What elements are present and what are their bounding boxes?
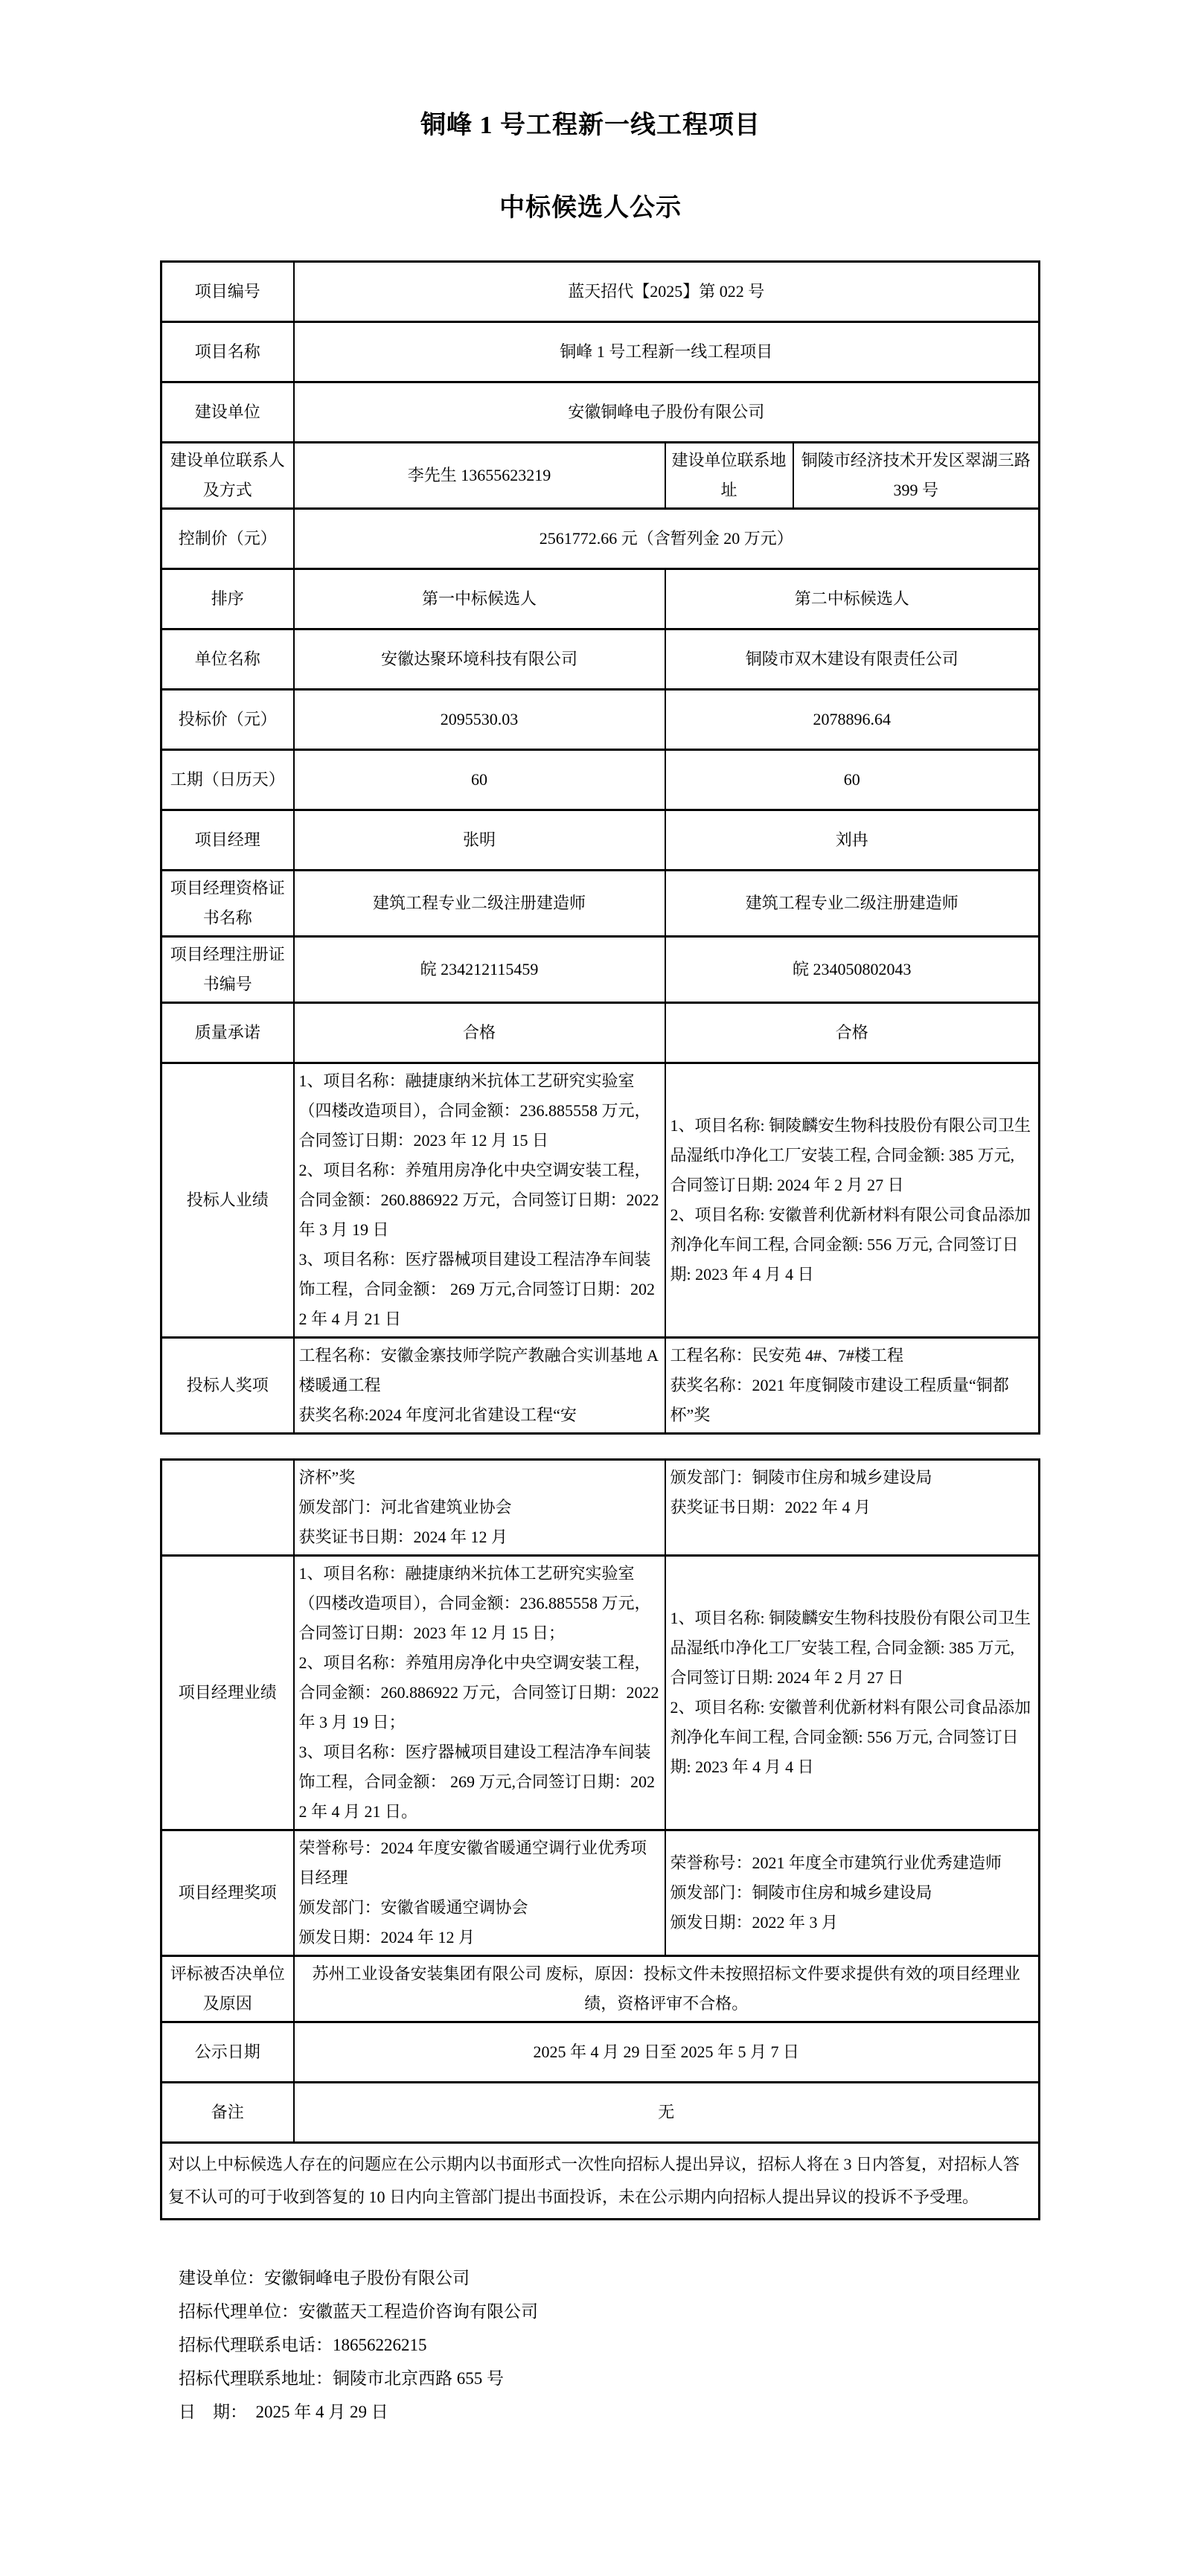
project-number-label: 项目编号 <box>161 262 294 322</box>
row-remarks <box>161 2083 1040 2143</box>
manager-cert-number-second: 皖 234050802043 <box>665 937 1040 1003</box>
footer-date: 日 期： 2025 年 4 月 29 日 <box>179 2403 388 2421</box>
bidder-awards-label: 投标人奖项 <box>161 1338 294 1434</box>
award-item: 获奖名称：2021 年度铜陵市建设工程质量“铜都杯”奖 <box>670 1376 1009 1424</box>
project-name-label: 项目名称 <box>161 322 294 382</box>
remarks-label: 备注 <box>161 2083 294 2143</box>
performance-item: 3、项目名称：医疗器械项目建设工程洁净车间装饰工程，合同金额： 269 万元,合同签订日期：2022 年 4 月 21 日。 <box>298 1743 656 1821</box>
company-name-second: 铜陵市双木建设有限责任公司 <box>665 629 1040 690</box>
awards-continuation-label <box>161 1460 294 1556</box>
project-manager-first: 张明 <box>294 810 665 871</box>
row-awards-continuation <box>161 1460 1040 1556</box>
manager-cert-name-first: 建筑工程专业二级注册建造师 <box>294 871 665 937</box>
manager-performance-second <box>665 1556 1040 1830</box>
performance-item: 3、项目名称：医疗器械项目建设工程洁净车间装饰工程，合同金额： 269 万元,合同签订日期：2022 年 4 月 21 日 <box>298 1250 656 1328</box>
signature-block <box>179 2261 1181 2429</box>
award-item: 获奖证书日期：2024 年 12 月 <box>298 1528 508 1546</box>
ranking-first: 第一中标候选人 <box>294 569 665 629</box>
performance-item: 1、项目名称: 铜陵麟安生物科技股份有限公司卫生品湿纸巾净化工厂安装工程, 合同金额: 385 万元, 合同签订日期: 2024 年 2 月 27 日 <box>670 1609 1031 1687</box>
project-manager-label: 项目经理 <box>161 810 294 871</box>
footer-agency-phone: 招标代理联系电话：18656226215 <box>179 2336 427 2354</box>
footer-agency-address: 招标代理联系地址：铜陵市北京西路 655 号 <box>179 2369 504 2388</box>
project-name-value: 铜峰 1 号工程新一线工程项目 <box>294 322 1040 382</box>
publicity-period-value: 2025 年 4 月 29 日至 2025 年 5 月 7 日 <box>294 2022 1040 2083</box>
manager-cert-name-second: 建筑工程专业二级注册建造师 <box>665 871 1040 937</box>
award-item: 工程名称：安徽金寨技师学院产教融合实训基地 A 楼暖通工程 <box>298 1346 658 1394</box>
objection-notice: 对以上中标候选人存在的问题应在公示期内以书面形式一次性向招标人提出异议，招标人将在 3 日内答复，对招标人答复不认可的可于收到答复的 10 日内向主管部门提出书面投诉，未在公示期内向招标人提出异议的投诉不予受理。 <box>161 2143 1040 2220</box>
ranking-second: 第二中标候选人 <box>665 569 1040 629</box>
row-quality-commitment <box>161 1003 1040 1063</box>
construction-unit-label: 建设单位 <box>161 382 294 443</box>
row-control-price <box>161 509 1040 569</box>
bidder-performance-first <box>294 1063 665 1338</box>
award-item: 荣誉称号：2021 年度全市建筑行业优秀建造师 <box>670 1853 1002 1872</box>
contact-person-label: 建设单位联系人及方式 <box>161 443 294 509</box>
row-ranking <box>161 569 1040 629</box>
contact-address-value: 铜陵市经济技术开发区翠湖三路 399 号 <box>793 443 1040 509</box>
bidder-awards-second <box>665 1338 1040 1434</box>
manager-cert-number-first: 皖 234212115459 <box>294 937 665 1003</box>
footer-agency-name: 招标代理单位：安徽蓝天工程造价咨询有限公司 <box>179 2302 538 2321</box>
row-bidder-awards <box>161 1338 1040 1434</box>
performance-item: 2、项目名称：养殖用房净化中央空调安装工程，合同金额：260.886922 万元，合同签订日期：2022 年 3 月 19 日； <box>298 1653 659 1731</box>
performance-item: 2、项目名称: 安徽普利优新材料有限公司食品添加剂净化车间工程, 合同金额: 556 万元, 合同签订日期: 2023 年 4 月 4 日 <box>670 1205 1031 1284</box>
row-publicity-period <box>161 2022 1040 2083</box>
contact-person-value: 李先生 13655623219 <box>294 443 665 509</box>
bidder-performance-second <box>665 1063 1040 1338</box>
award-item: 获奖名称:2024 年度河北省建设工程“安 <box>298 1406 577 1424</box>
control-price-value: 2561772.66 元（含暂列金 20 万元） <box>294 509 1040 569</box>
bidder-performance-label: 投标人业绩 <box>161 1063 294 1338</box>
row-construction-unit <box>161 382 1040 443</box>
award-item: 颁发日期：2024 年 12 月 <box>298 1928 476 1947</box>
duration-label: 工期（日历天） <box>161 750 294 810</box>
performance-item: 1、项目名称：融捷康纳米抗体工艺研究实验室（四楼改造项目），合同金额：236.885558 万元，合同签订日期：2023 年 12 月 15 日 <box>298 1071 651 1150</box>
duration-second: 60 <box>665 750 1040 810</box>
performance-item: 1、项目名称: 铜陵麟安生物科技股份有限公司卫生品湿纸巾净化工厂安装工程, 合同金额: 385 万元, 合同签订日期: 2024 年 2 月 27 日 <box>670 1116 1031 1194</box>
construction-unit-value: 安徽铜峰电子股份有限公司 <box>294 382 1040 443</box>
row-project-name <box>161 322 1040 382</box>
award-item: 荣誉称号：2024 年度安徽省暖通空调行业优秀项目经理 <box>298 1839 647 1887</box>
rejected-bidder-label: 评标被否决单位及原因 <box>161 1956 294 2022</box>
awards-continuation-second <box>665 1460 1040 1556</box>
manager-awards-second <box>665 1830 1040 1956</box>
company-name-label: 单位名称 <box>161 629 294 690</box>
row-contact <box>161 443 1040 509</box>
bid-price-first: 2095530.03 <box>294 690 665 750</box>
footer-construction-unit: 建设单位：安徽铜峰电子股份有限公司 <box>179 2269 470 2287</box>
bid-price-label: 投标价（元） <box>161 690 294 750</box>
awards-continuation-first <box>294 1460 665 1556</box>
bid-price-second: 2078896.64 <box>665 690 1040 750</box>
award-item: 工程名称：民安苑 4#、7#楼工程 <box>670 1346 904 1365</box>
remarks-value: 无 <box>294 2083 1040 2143</box>
quality-commitment-label: 质量承诺 <box>161 1003 294 1063</box>
bidder-awards-first <box>294 1338 665 1434</box>
page-subtitle: 中标候选人公示 <box>499 194 682 222</box>
award-item: 颁发部门：铜陵市住房和城乡建设局 <box>670 1883 932 1902</box>
row-company-name <box>161 629 1040 690</box>
row-manager-awards <box>161 1830 1040 1956</box>
row-manager-performance <box>161 1556 1040 1830</box>
bid-table-part1 <box>160 260 1040 1435</box>
row-objection-notice <box>161 2143 1040 2220</box>
award-item: 颁发部门：河北省建筑业协会 <box>298 1498 512 1516</box>
quality-commitment-second: 合格 <box>665 1003 1040 1063</box>
row-manager-cert-name <box>161 871 1040 937</box>
award-item: 济杯”奖 <box>298 1468 356 1487</box>
manager-awards-first <box>294 1830 665 1956</box>
project-manager-second: 刘冉 <box>665 810 1040 871</box>
award-item: 颁发部门：铜陵市住房和城乡建设局 <box>670 1468 932 1487</box>
rejected-bidder-value: 苏州工业设备安装集团有限公司 废标，原因：投标文件未按照招标文件要求提供有效的项目经理业绩，资格评审不合格。 <box>294 1956 1040 2022</box>
quality-commitment-first: 合格 <box>294 1003 665 1063</box>
row-project-number <box>161 262 1040 322</box>
manager-performance-label: 项目经理业绩 <box>161 1556 294 1830</box>
row-bid-price <box>161 690 1040 750</box>
award-item: 颁发日期：2022 年 3 月 <box>670 1913 839 1932</box>
row-duration <box>161 750 1040 810</box>
performance-item: 1、项目名称：融捷康纳米抗体工艺研究实验室（四楼改造项目），合同金额：236.885558 万元，合同签订日期：2023 年 12 月 15 日； <box>298 1564 651 1642</box>
duration-first: 60 <box>294 750 665 810</box>
performance-item: 2、项目名称：养殖用房净化中央空调安装工程，合同金额：260.886922 万元，合同签订日期：2022 年 3 月 19 日 <box>298 1161 659 1239</box>
publicity-period-label: 公示日期 <box>161 2022 294 2083</box>
ranking-label: 排序 <box>161 569 294 629</box>
row-manager-cert-number <box>161 937 1040 1003</box>
award-item: 颁发部门：安徽省暖通空调协会 <box>298 1898 528 1917</box>
manager-cert-name-label: 项目经理资格证书名称 <box>161 871 294 937</box>
manager-cert-number-label: 项目经理注册证书编号 <box>161 937 294 1003</box>
project-number-value: 蓝天招代【2025】第 022 号 <box>294 262 1040 322</box>
manager-performance-first <box>294 1556 665 1830</box>
contact-address-label: 建设单位联系地址 <box>665 443 793 509</box>
company-name-first: 安徽达聚环境科技有限公司 <box>294 629 665 690</box>
row-bidder-performance <box>161 1063 1040 1338</box>
row-project-manager <box>161 810 1040 871</box>
row-rejected-bidder <box>161 1956 1040 2022</box>
page-title: 铜峰 1 号工程新一线工程项目 <box>420 112 761 139</box>
bid-table-part2 <box>160 1458 1040 2220</box>
performance-item: 2、项目名称: 安徽普利优新材料有限公司食品添加剂净化车间工程, 合同金额: 556 万元, 合同签订日期: 2023 年 4 月 4 日 <box>670 1698 1031 1776</box>
manager-awards-label: 项目经理奖项 <box>161 1830 294 1956</box>
control-price-label: 控制价（元） <box>161 509 294 569</box>
award-item: 获奖证书日期：2022 年 4 月 <box>670 1498 871 1516</box>
